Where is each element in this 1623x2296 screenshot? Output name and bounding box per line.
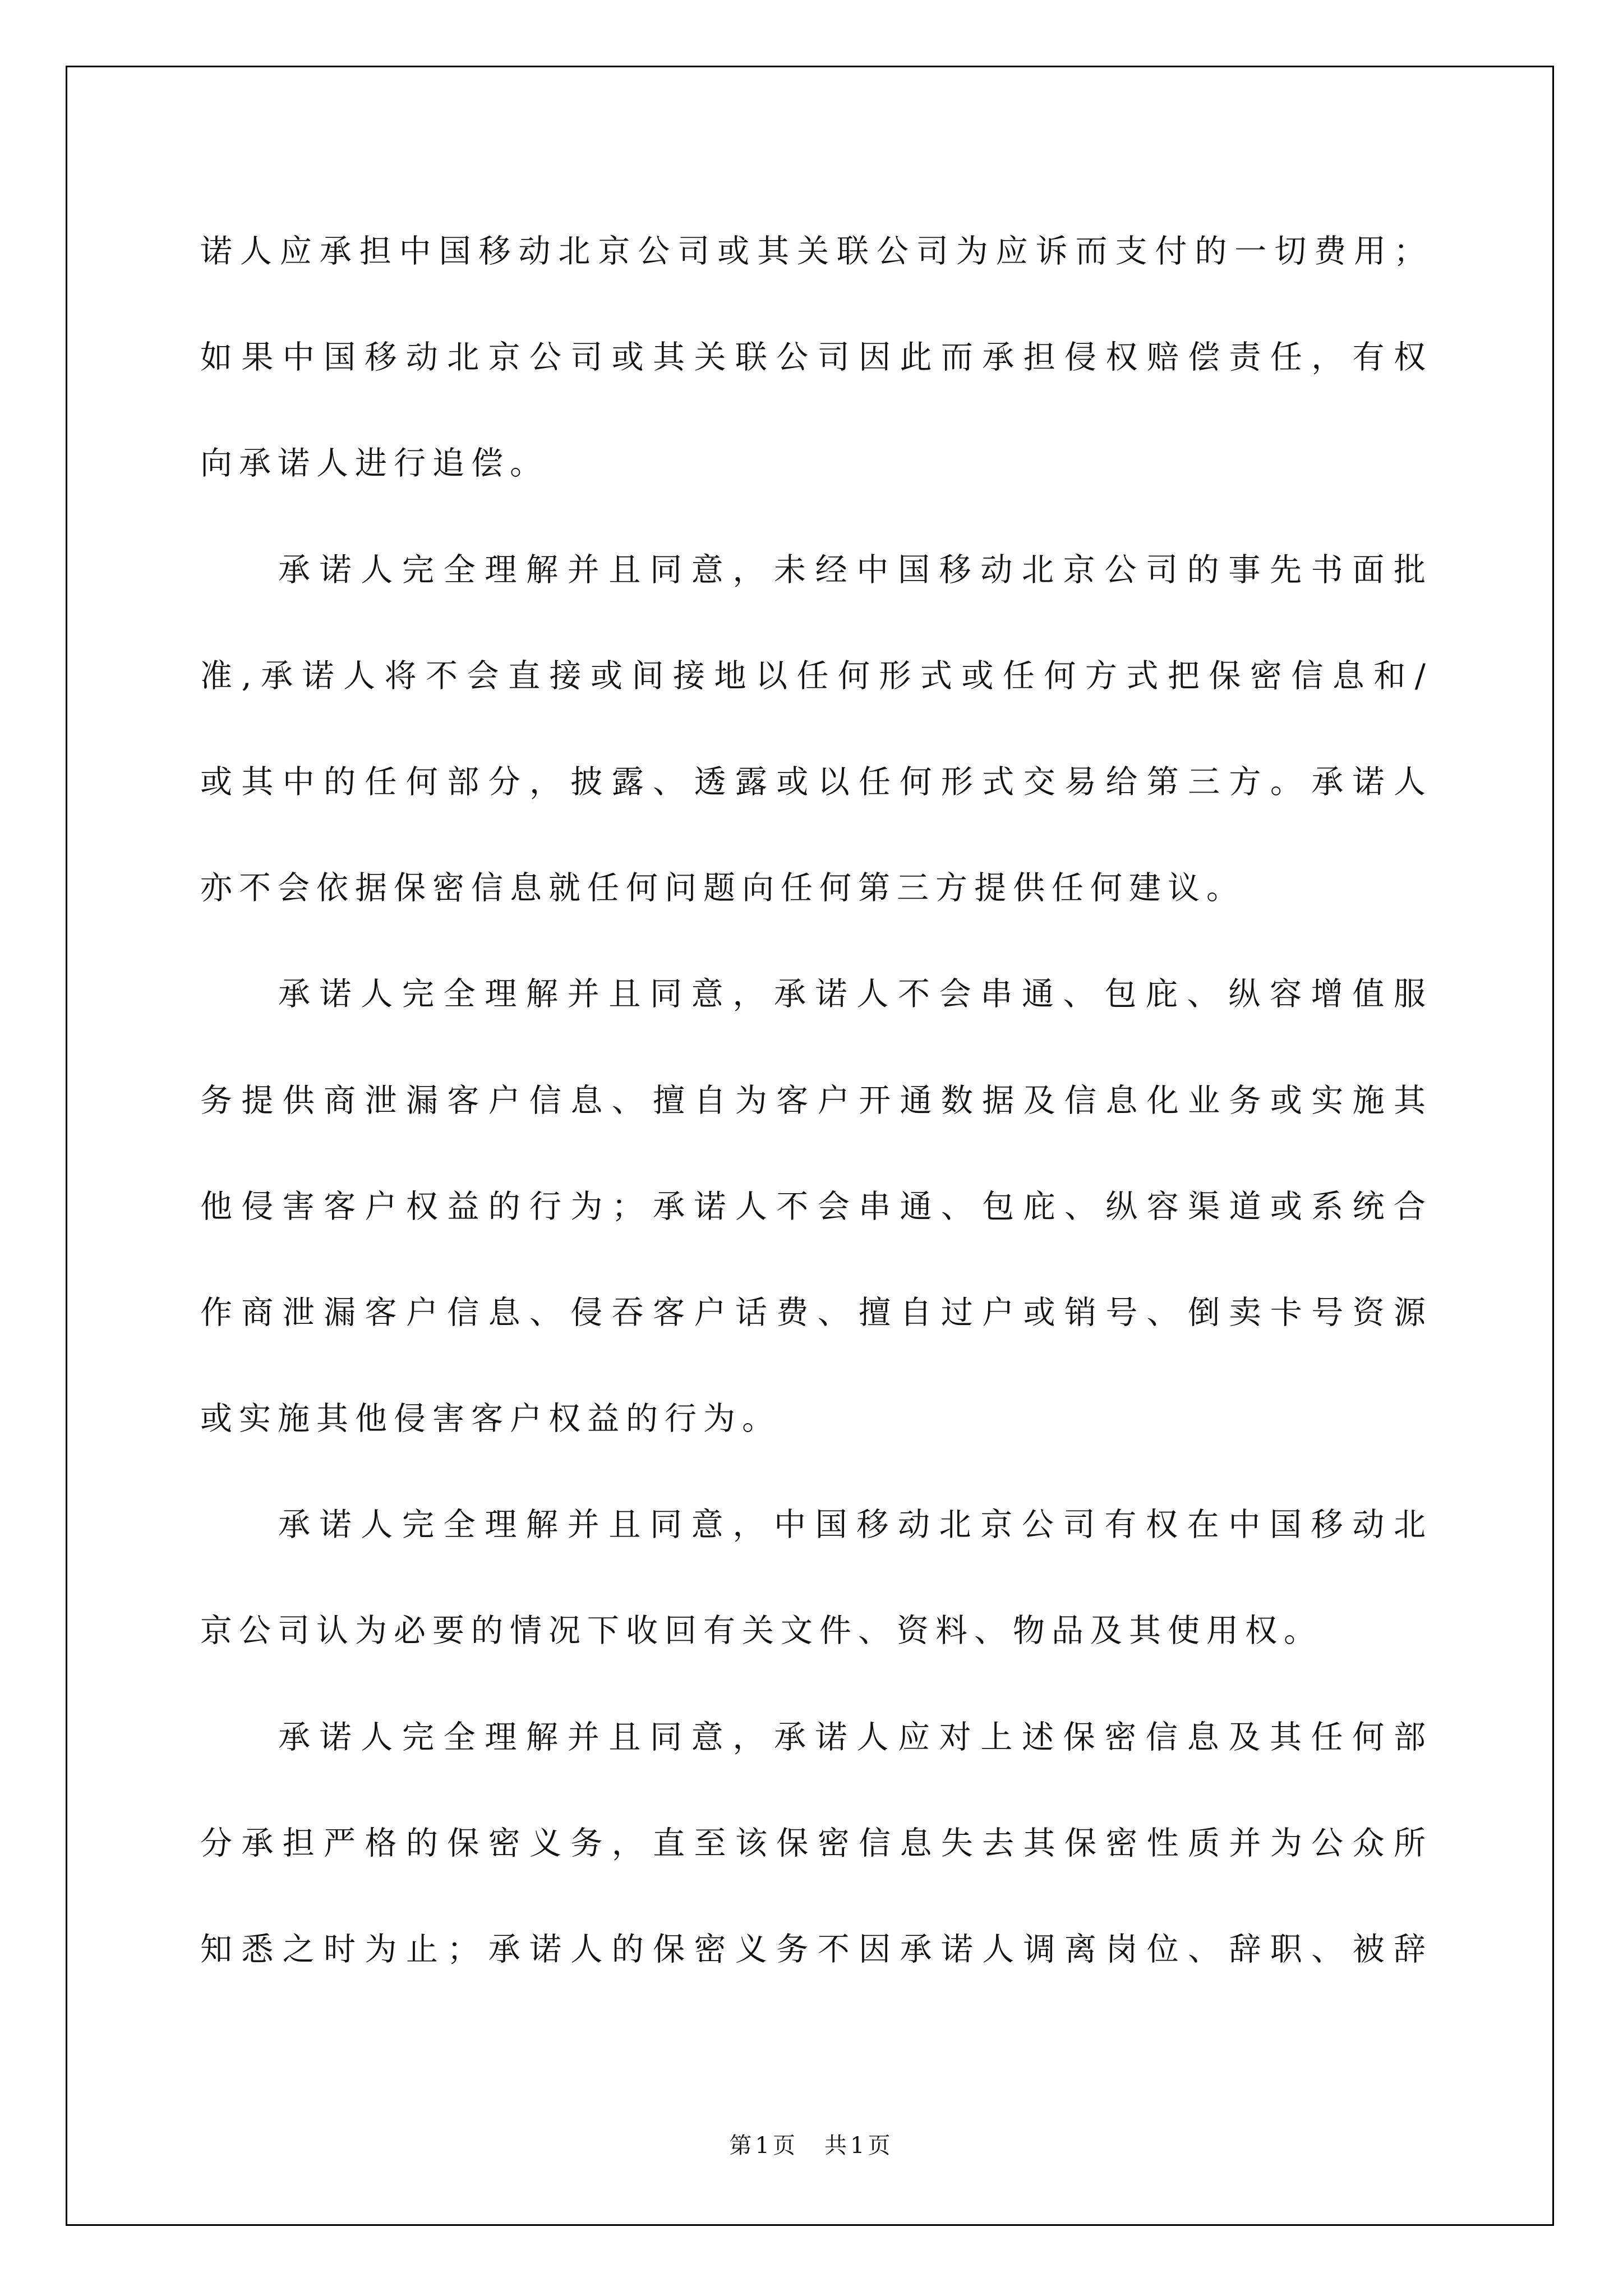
text-line: 务提供商泄漏客户信息、擅自为客户开通数据及信息化业务或实施其 <box>200 1082 1432 1119</box>
text-line: 京公司认为必要的情况下收回有关文件、资料、物品及其使用权。 <box>200 1612 1322 1650</box>
paragraph <box>200 199 1432 517</box>
text-line: 如果中国移动北京公司或其关联公司因此而承担侵权赔偿责任，有权 <box>200 339 1432 376</box>
text-line: 或其中的任何部分，披露、透露或以任何形式交易给第三方。承诺人 <box>200 763 1432 800</box>
paragraph <box>200 941 1432 1472</box>
text-line: 知悉之时为止；承诺人的保密义务不因承诺人调离岗位、辞职、被辞 <box>200 1931 1432 1968</box>
text-line: 他侵害客户权益的行为；承诺人不会串通、包庇、纵容渠道或系统合 <box>200 1188 1432 1225</box>
text-line: 诺人应承担中国移动北京公司或其关联公司为应诉而支付的一切费用； <box>200 233 1432 270</box>
text-line: 作商泄漏客户信息、侵吞客户话费、擅自过户或销号、倒卖卡号资源 <box>200 1294 1432 1331</box>
text-line: 亦不会依据保密信息就任何问题向任何第三方提供任何建议。 <box>200 869 1245 907</box>
text-line: 向承诺人进行追偿。 <box>200 445 548 482</box>
text-line: 准,承诺人将不会直接或间接地以任何形式或任何方式把保密信息和/ <box>200 657 1432 694</box>
paragraph <box>200 1685 1432 2003</box>
document-body <box>200 199 1432 2003</box>
text-line: 承诺人完全理解并且同意，中国移动北京公司有权在中国移动北 <box>278 1506 1432 1544</box>
text-line: 分承担严格的保密义务，直至该保密信息失去其保密性质并为公众所 <box>200 1824 1432 1862</box>
paragraph <box>200 517 1432 942</box>
text-line: 或实施其他侵害客户权益的行为。 <box>200 1400 781 1438</box>
text-line: 承诺人完全理解并且同意，未经中国移动北京公司的事先书面批 <box>278 551 1432 588</box>
paragraph <box>200 1472 1432 1684</box>
text-line: 承诺人完全理解并且同意，承诺人不会串通、包庇、纵容增值服 <box>278 976 1432 1013</box>
text-line: 承诺人完全理解并且同意，承诺人应对上述保密信息及其任何部 <box>278 1718 1432 1756</box>
page-footer: 第1页 共1页 <box>729 2133 894 2159</box>
